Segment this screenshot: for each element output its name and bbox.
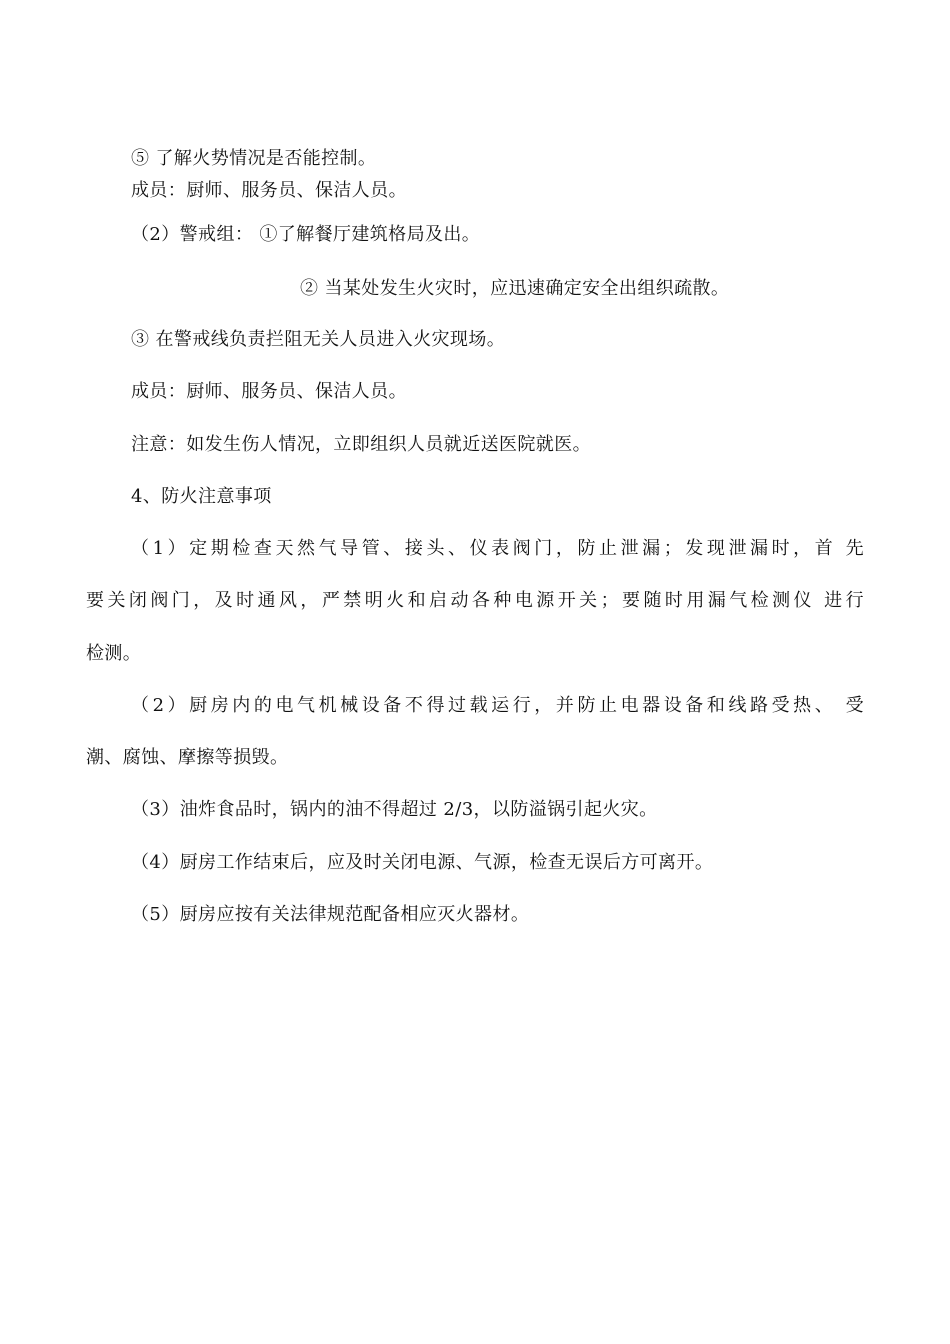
text-line-members-2: 成员：厨师、服务员、保洁人员。: [131, 381, 407, 402]
paragraph-5: （5）厨房应按有关法律规范配备相应灭火器材。: [131, 904, 530, 925]
section-heading: 4、防火注意事项: [131, 486, 272, 507]
text-line-item5: ⑤ 了解火势情况是否能控制。: [131, 148, 377, 169]
paragraph-2-line-1: （2）厨房内的电气机械设备不得过载运行，并防止电器设备和线路受热、 受: [131, 695, 864, 716]
paragraph-1-line-2: 要关闭阀门，及时通风，严禁明火和启动各种电源开关；要随时用漏气检测仪 进行: [86, 590, 864, 611]
text-line-members-1: 成员：厨师、服务员、保洁人员。: [131, 180, 407, 201]
text-line-notice: 注意：如发生伤人情况，立即组织人员就近送医院就医。: [131, 434, 591, 455]
text-line-guard-group: （2）警戒组： ①了解餐厅建筑格局及出。: [131, 224, 481, 245]
paragraph-3: （3）油炸食品时，锅内的油不得超过 2/3，以防溢锅引起火灾。: [131, 799, 658, 820]
paragraph-2-line-2: 潮、腐蚀、摩擦等损毁。: [86, 747, 289, 768]
paragraph-1-line-1: （1）定期检查天然气导管、接头、仪表阀门，防止泄漏；发现泄漏时，首 先: [131, 538, 864, 559]
text-line-guard-item3: ③ 在警戒线负责拦阻无关人员进入火灾现场。: [131, 329, 506, 350]
text-line-guard-item2: ② 当某处发生火灾时，应迅速确定安全出组织疏散。: [300, 278, 730, 299]
paragraph-4: （4）厨房工作结束后，应及时关闭电源、气源，检查无误后方可离开。: [131, 852, 714, 873]
paragraph-1-line-3: 检测。: [86, 643, 142, 664]
